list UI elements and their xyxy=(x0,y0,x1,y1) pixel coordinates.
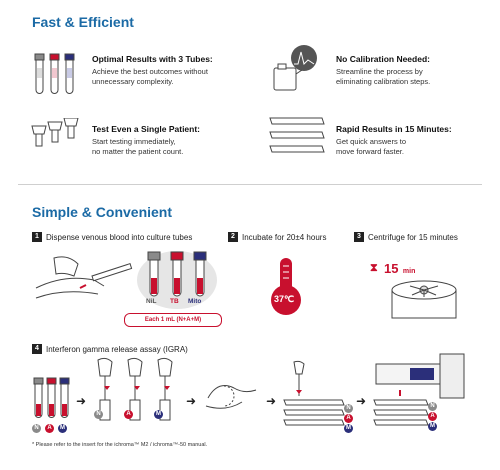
blood-draw-illustration xyxy=(34,248,144,318)
step-3-label: Centrifuge for 15 minutes xyxy=(368,232,458,242)
step-1-number: 1 xyxy=(32,232,42,242)
step-2 xyxy=(228,232,326,242)
tag-a-4: A xyxy=(428,412,437,421)
feature-desc-single-patient-2: no matter the patient count. xyxy=(92,147,184,156)
arrow-icon: ➜ xyxy=(186,394,197,408)
centrifuge-icon xyxy=(386,278,462,322)
feature-title-rapid: Rapid Results in 15 Minutes: xyxy=(336,124,452,134)
volume-badge-text: Each 1 mL (N+A+M) xyxy=(144,317,202,323)
tag-m-2: M xyxy=(156,411,161,417)
step-4-label: Interferon gamma release assay (IGRA) xyxy=(46,344,188,354)
arrow-icon: ➜ xyxy=(76,394,87,408)
tag-n-1: N xyxy=(32,424,41,433)
test-strips-icon xyxy=(266,116,328,160)
analyzer-device-illustration xyxy=(370,350,470,434)
step-1-label: Dispense venous blood into culture tubes xyxy=(46,232,193,242)
feature-desc-single-patient-1: Start testing immediately, xyxy=(92,137,176,146)
footnote: * Please refer to the insert for the ichroma™ M2 / ichroma™-50 manual. xyxy=(32,442,208,448)
tag-n-2: N xyxy=(94,410,103,419)
feature-desc-rapid-1: Get quick answers to xyxy=(336,137,407,146)
feature-desc-tubes-1: Achieve the best outcomes without xyxy=(92,67,208,76)
step-1 xyxy=(32,232,192,242)
volume-badge xyxy=(124,313,222,327)
section-divider xyxy=(18,184,482,185)
feature-desc-rapid-2: move forward faster. xyxy=(336,147,404,156)
step-3-number: 3 xyxy=(354,232,364,242)
feature-desc-calibration-1: Streamline the process by xyxy=(336,67,423,76)
feature-desc-tubes-2: unnecessary complexity. xyxy=(92,77,174,86)
feature-title-tubes: Optimal Results with 3 Tubes: xyxy=(92,54,213,64)
step-2-label: Incubate for 20±4 hours xyxy=(242,232,327,242)
tag-a-1: A xyxy=(45,424,54,433)
tag-a-3: A xyxy=(344,414,353,423)
calibration-icon xyxy=(268,44,320,98)
feature-desc-calibration-2: eliminating calibration steps. xyxy=(336,77,431,86)
tag-n-3: N xyxy=(344,404,353,413)
tube-label-mito: Mito xyxy=(188,298,202,305)
section-title-fast: Fast & Efficient xyxy=(32,14,134,30)
igra-tubes-illustration xyxy=(30,368,74,430)
feature-title-calibration: No Calibration Needed: xyxy=(336,54,430,64)
tag-n-4: N xyxy=(428,402,437,411)
hourglass-icon: ⧗ xyxy=(370,262,378,274)
tubes-icon xyxy=(30,52,78,98)
step-2-number: 2 xyxy=(228,232,238,242)
arrow-icon: ➜ xyxy=(266,394,277,408)
thermometer-icon xyxy=(266,256,306,320)
pipette-mixing-illustration xyxy=(92,356,188,430)
arrow-icon: ➜ xyxy=(356,394,367,408)
cups-icon xyxy=(30,118,82,154)
step-4-number: 4 xyxy=(32,344,42,354)
tag-m-4: M xyxy=(430,423,435,429)
tag-m-3: M xyxy=(346,425,351,431)
step-4 xyxy=(32,344,188,354)
centrifuge-time-value: 15 xyxy=(384,261,399,276)
tube-label-tb: TB xyxy=(170,298,179,305)
shaking-hands-illustration xyxy=(202,376,262,416)
centrifuge-time xyxy=(384,260,415,278)
tag-a-2: A xyxy=(124,410,133,419)
tube-label-nil: NiL xyxy=(146,298,157,305)
temperature-label: 37℃ xyxy=(274,294,295,304)
step-3 xyxy=(354,232,458,242)
section-title-simple: Simple & Convenient xyxy=(32,204,173,220)
feature-title-single-patient: Test Even a Single Patient: xyxy=(92,124,201,134)
tag-m-1: M xyxy=(60,425,65,431)
centrifuge-time-unit: min xyxy=(402,268,416,275)
